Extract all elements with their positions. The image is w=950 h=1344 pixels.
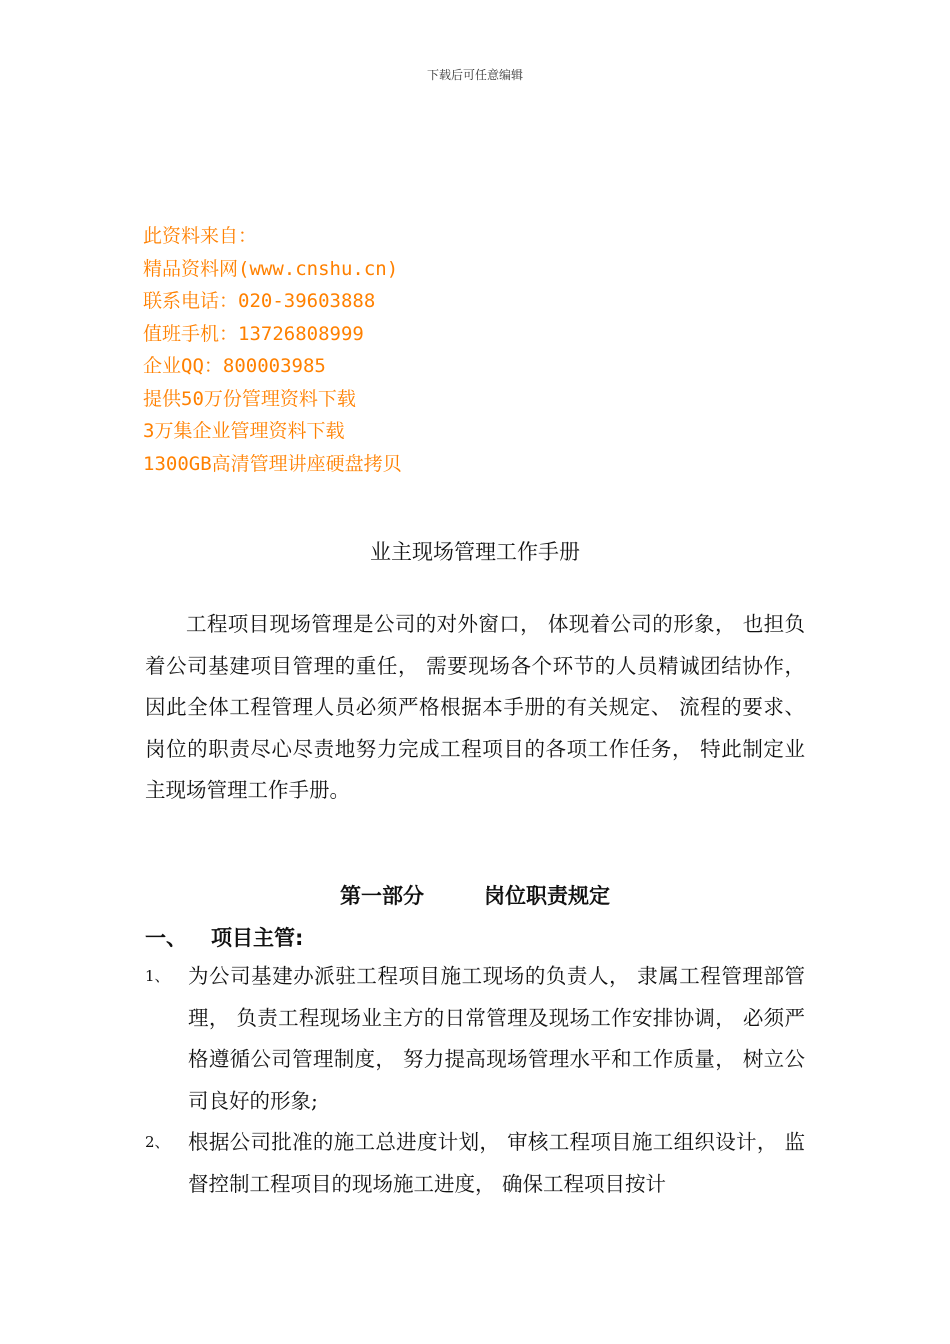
promo-line: 联系电话：020-39603888 xyxy=(143,290,376,312)
promo-line: 精品资料网(www.cnshu.cn) xyxy=(143,257,399,280)
promo-line: 3万集企业管理资料下载 xyxy=(143,420,345,442)
duty-list xyxy=(145,956,805,1205)
part-name: 岗位职责规定 xyxy=(484,884,610,908)
section-number: 一、 xyxy=(145,926,187,950)
list-item-text: 根据公司批准的施工总进度计划， 审核工程项目施工组织设计， 监督控制工程项目的现场施工进度， 确保工程项目按计 xyxy=(188,1130,805,1196)
promo-line: 值班手机：13726808999 xyxy=(143,322,364,345)
promo-line: 提供50万份管理资料下载 xyxy=(143,387,356,410)
list-item-marker: 1、 xyxy=(145,967,170,985)
promo-line: 1300GB高清管理讲座硬盘拷贝 xyxy=(143,452,402,475)
promo-line: 此资料来自： xyxy=(143,225,258,247)
part-number: 第一部分 xyxy=(340,884,424,908)
document-title: 业主现场管理工作手册 xyxy=(370,540,580,564)
list-item xyxy=(145,956,805,1122)
part-heading xyxy=(0,880,950,910)
section-heading xyxy=(145,922,303,952)
promo-block xyxy=(143,220,743,480)
list-item xyxy=(145,1122,805,1205)
page-header-note: 下载后可任意编辑 xyxy=(426,68,523,82)
intro-paragraph: 工程项目现场管理是公司的对外窗口， 体现着公司的形象， 也担负着公司基建项目管理的重任， 需要现场各个环节的人员精诚团结协作， 因此全体工程管理人员必须严格根据本手册的有关规定、 流程的要求、 岗位的职责尽心尽责地努力完成工程项目的各项工作任务， 特此制定业主现场管理工作手册。 xyxy=(145,612,805,802)
intro-paragraph-block xyxy=(145,604,805,812)
list-item-text: 为公司基建办派驻工程项目施工现场的负责人， 隶属工程管理部管理， 负责工程现场业主方的日常管理及现场工作安排协调， 必须严格遵循公司管理制度， 努力提高现场管理水平和工作质量， 树立公司良好的形象; xyxy=(188,964,805,1113)
section-title: 项目主管: xyxy=(211,926,304,950)
promo-line: 企业QQ：800003985 xyxy=(143,355,326,377)
list-item-marker: 2、 xyxy=(145,1133,170,1151)
